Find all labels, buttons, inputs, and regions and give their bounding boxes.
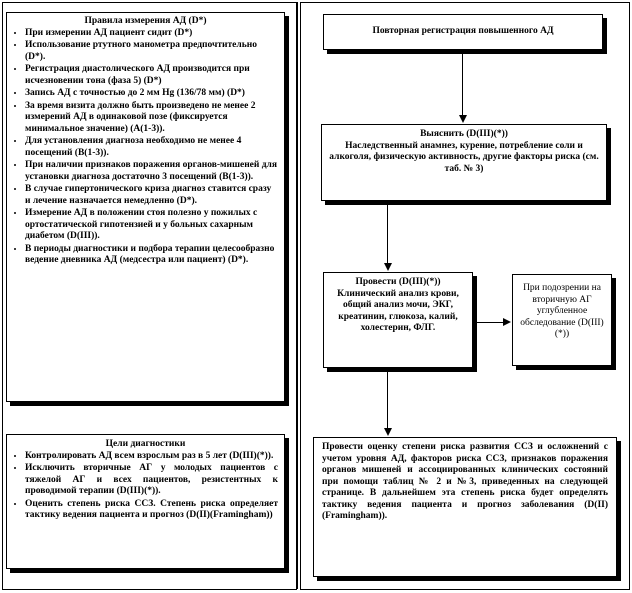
- goals-title: Цели диагностики: [105, 439, 186, 449]
- list-item: • Измерение АД в положении стоя полезно у пожилых с ортостатической гипотензией и у больных сахарным диабетом (D(III)).: [25, 208, 278, 243]
- list-item: • Регистрация диастолического АД производится при исчезновении тона (фаза 5) (D*): [25, 64, 278, 87]
- flow-box-repeat-registration: [323, 14, 603, 50]
- flow-box-find-out: [321, 124, 607, 201]
- list-item: • Оценить степень риска ССЗ. Степень риска определяет тактику ведения пациента и прогноз (D(II)(Framingham)): [25, 499, 278, 522]
- rules-list: [13, 28, 278, 267]
- flow-box-4-text: При подозрении на вторичную АГ углубленное обследование (D(III)(*)): [520, 283, 604, 339]
- flow-box-2-head: Выяснить (D(III)(*)): [420, 129, 508, 139]
- arrow-4: [387, 368, 388, 429]
- divider-line: [297, 2, 298, 589]
- flow-box-secondary-ah: [512, 274, 612, 366]
- rules-title: Правила измерения АД (D*): [84, 16, 207, 26]
- flow-box-2-body: Наследственный анамнез, курение, потребление соли и алкоголя, физическую активность, другие факторы риска (см. таб. № 3): [329, 140, 599, 174]
- flow-box-3-head: Провести (D(III)(*)): [355, 277, 441, 287]
- arrow-1-head: [459, 115, 467, 123]
- flow-box-conduct-tests: [323, 272, 473, 368]
- flow-box-5-text: Провести оценку степени риска развития ССЗ и осложнений с учетом уровня АД, факторов риска ССЗ, признаков поражения органов мишеней и ассоциированных клинических состояний при помощи таблиц № 2 и №3, приведенных на следующей странице. В дальнейшем эта степень риска будет определять тактику ведения пациента и прогноз заболевания (D(II)(Framingham)).: [322, 442, 608, 521]
- list-item: • Использование ртутного манометра предпочтительно (D*).: [25, 40, 278, 63]
- arrow-4-head: [384, 428, 392, 436]
- list-item: • Запись АД с точностью до 2 мм Hg (136/78 мм) (D*): [25, 88, 278, 100]
- list-item: • При измерении АД пациент сидит (D*): [25, 28, 278, 40]
- arrow-2: [387, 201, 388, 264]
- flow-box-risk-assessment: [313, 437, 617, 577]
- goals-box: [6, 434, 285, 569]
- flow-box-3-body: Клинический анализ крови, общий анализ мочи, ЭКГ, креатинин, глюкоза, калий, холестерин, ФЛГ.: [337, 288, 459, 333]
- arrow-3: [473, 322, 505, 323]
- list-item: • Исключить вторичные АГ у молодых пациентов с тяжелой АГ и всех пациентов, резистентных к проводимой терапии (D(III)(*)).: [25, 463, 278, 498]
- list-item: • В периоды диагностики и подбора терапии целесообразно ведение дневника АД (медсестра или пациент) (D*).: [25, 244, 278, 267]
- list-item: • Для установления диагноза необходимо не менее 4 посещений (B(1-3)).: [25, 136, 278, 159]
- list-item: • При наличии признаков поражения органов-мишеней для установки диагноза достаточно 3 посещений (B(1-3)).: [25, 160, 278, 183]
- flow-box-1-text: Повторная регистрация повышенного АД: [372, 26, 554, 36]
- list-item: • В случае гипертонического криза диагноз ставится сразу и лечение назначается немедленно (D*).: [25, 184, 278, 207]
- goals-list: [13, 451, 278, 522]
- list-item: • За время визита должно быть произведено не менее 2 измерений АД в одинаковой позе (фиксируется минимальное значение) (A(1-3)).: [25, 101, 278, 136]
- arrow-3-head: [503, 318, 511, 326]
- arrow-1: [462, 50, 463, 116]
- arrow-2-head: [384, 263, 392, 271]
- list-item: • Контролировать АД всем взрослым раз в 5 лет (D(III)(*)).: [25, 451, 278, 463]
- rules-box: [6, 12, 285, 402]
